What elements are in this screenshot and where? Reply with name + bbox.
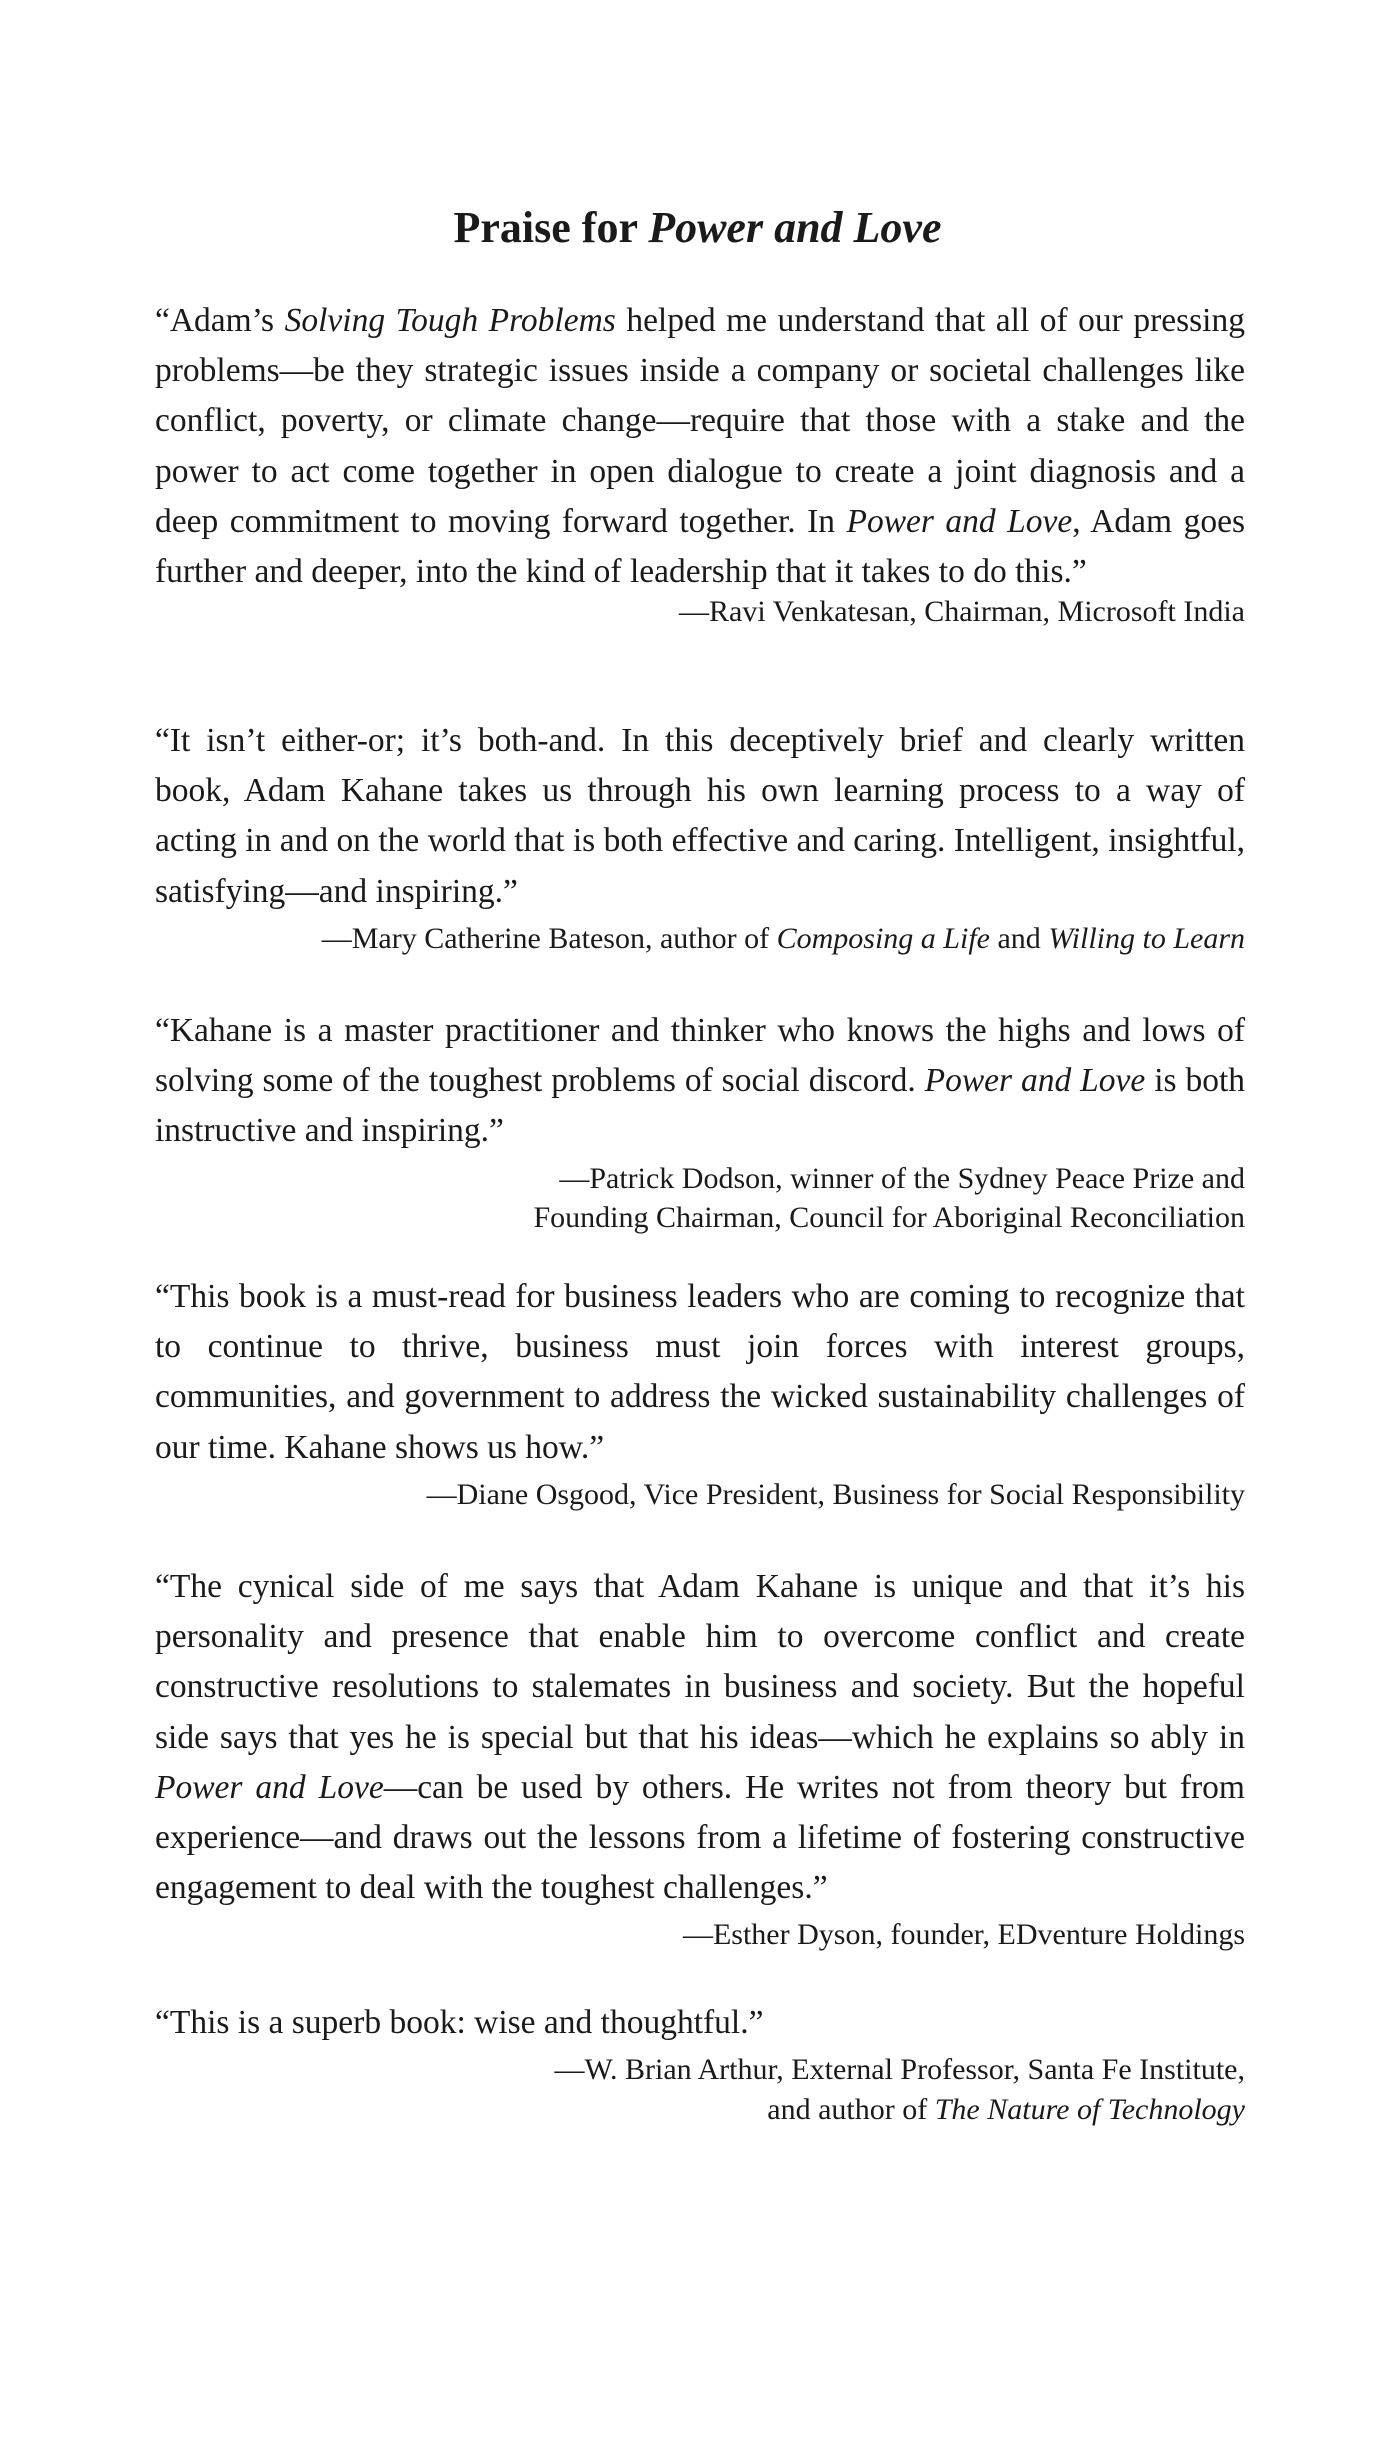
quote-text: “This book is a must-read for business leaders who are coming to recognize that to continue to thrive, business must join forces with interest groups, communities, and government to address the wicked sustainability challenges of our time. Kahane shows us how.” bbox=[155, 1278, 1245, 1466]
testimonial bbox=[155, 1006, 1245, 1238]
quote-text: “This is a superb book: wise and thoughtful.” bbox=[155, 2004, 764, 2041]
attribution-line bbox=[155, 1915, 1245, 1955]
testimonial-attribution bbox=[155, 2050, 1245, 2129]
page-title bbox=[0, 198, 1395, 258]
attribution-text: and author of bbox=[767, 2092, 935, 2126]
attribution-line bbox=[155, 2050, 1245, 2090]
testimonial bbox=[155, 1998, 1245, 2129]
testimonial-attribution bbox=[155, 919, 1245, 959]
quote-text: “Adam’s bbox=[155, 302, 285, 339]
testimonial bbox=[155, 1562, 1245, 1955]
attribution-text: and bbox=[989, 921, 1049, 955]
attribution-text: —Esther Dyson, founder, EDventure Holdings bbox=[682, 1918, 1245, 1952]
quote-italic: Solving Tough Problems bbox=[284, 302, 616, 339]
attribution-text: —Mary Catherine Bateson, author of bbox=[321, 921, 777, 955]
attribution-line bbox=[155, 2090, 1245, 2130]
attribution-line bbox=[155, 1198, 1245, 1238]
testimonial-quote bbox=[155, 1272, 1245, 1473]
attribution-text: —W. Brian Arthur, External Professor, Santa Fe Institute, bbox=[554, 2053, 1245, 2087]
testimonial bbox=[155, 1272, 1245, 1514]
attribution-line bbox=[155, 919, 1245, 959]
quote-text: , Adam goes further and deeper, into the kind of leadership that it takes to do this.” bbox=[155, 502, 1245, 591]
quote-text: “Kahane is a master practitioner and thinker who knows the highs and lows of solving some of the toughest problems of social discord. bbox=[155, 1012, 1245, 1100]
testimonial-quote bbox=[155, 716, 1245, 917]
title-book-name: Power and Love bbox=[648, 203, 942, 252]
attribution-text: —Patrick Dodson, winner of the Sydney Peace Prize and bbox=[559, 1161, 1245, 1195]
attribution-text: —Diane Osgood, Vice President, Business for Social Responsibility bbox=[426, 1477, 1245, 1511]
testimonial-attribution bbox=[155, 1915, 1245, 1955]
testimonial-attribution bbox=[155, 592, 1245, 632]
quote-italic: Power and Love bbox=[846, 502, 1073, 540]
testimonial-quote bbox=[155, 1998, 1245, 2048]
quote-text: “The cynical side of me says that Adam Kahane is unique and that it’s his personality and presence that enable him to overcome conflict and create constructive resolutions to stalemates in business and society. But the hopeful side says that yes he is special but that his ideas—which he explains so ably in bbox=[155, 1568, 1245, 1756]
attribution-line bbox=[155, 592, 1245, 632]
quote-text: “It isn’t either-or; it’s both-and. In this deceptively brief and clearly written book, Adam Kahane takes us through his own learning process to a way of acting in and on the world that is both effective and caring. Intelligent, insightful, satisfying—and inspiring.” bbox=[155, 722, 1245, 910]
quote-text: helped me understand that all of our pressing problems—be they strategic issues inside a company or societal challenges like conflict, poverty, or climate change—require that those with a stake and the power to act come together in open dialogue to create a joint diagnosis and a deep commitment to moving forward together. In bbox=[155, 302, 1245, 540]
testimonial bbox=[155, 296, 1245, 632]
attribution-italic: Composing a Life bbox=[776, 921, 990, 955]
attribution-italic: Willing to Learn bbox=[1048, 921, 1245, 955]
testimonial-quote bbox=[155, 296, 1245, 597]
quote-italic: Power and Love bbox=[155, 1768, 384, 1806]
quote-text: —can be used by others. He writes not from theory but from experience—and draws out the lessons from a lifetime of fostering constructive engagement to deal with the toughest challenges.” bbox=[155, 1768, 1245, 1907]
testimonial-attribution bbox=[155, 1159, 1245, 1238]
attribution-italic: The Nature of Technology bbox=[934, 2092, 1245, 2126]
title-prefix: Praise for bbox=[453, 203, 649, 252]
testimonial-attribution bbox=[155, 1475, 1245, 1515]
attribution-text: Founding Chairman, Council for Aboriginal Reconciliation bbox=[533, 1201, 1245, 1235]
quote-text: is both instructive and inspiring.” bbox=[155, 1062, 1246, 1150]
testimonial bbox=[155, 716, 1245, 958]
attribution-line bbox=[155, 1159, 1245, 1199]
quote-italic: Power and Love bbox=[924, 1062, 1146, 1100]
attribution-text: —Ravi Venkatesan, Chairman, Microsoft India bbox=[679, 595, 1245, 629]
testimonial-quote bbox=[155, 1562, 1245, 1913]
attribution-line bbox=[155, 1475, 1245, 1515]
testimonial-quote bbox=[155, 1006, 1245, 1157]
